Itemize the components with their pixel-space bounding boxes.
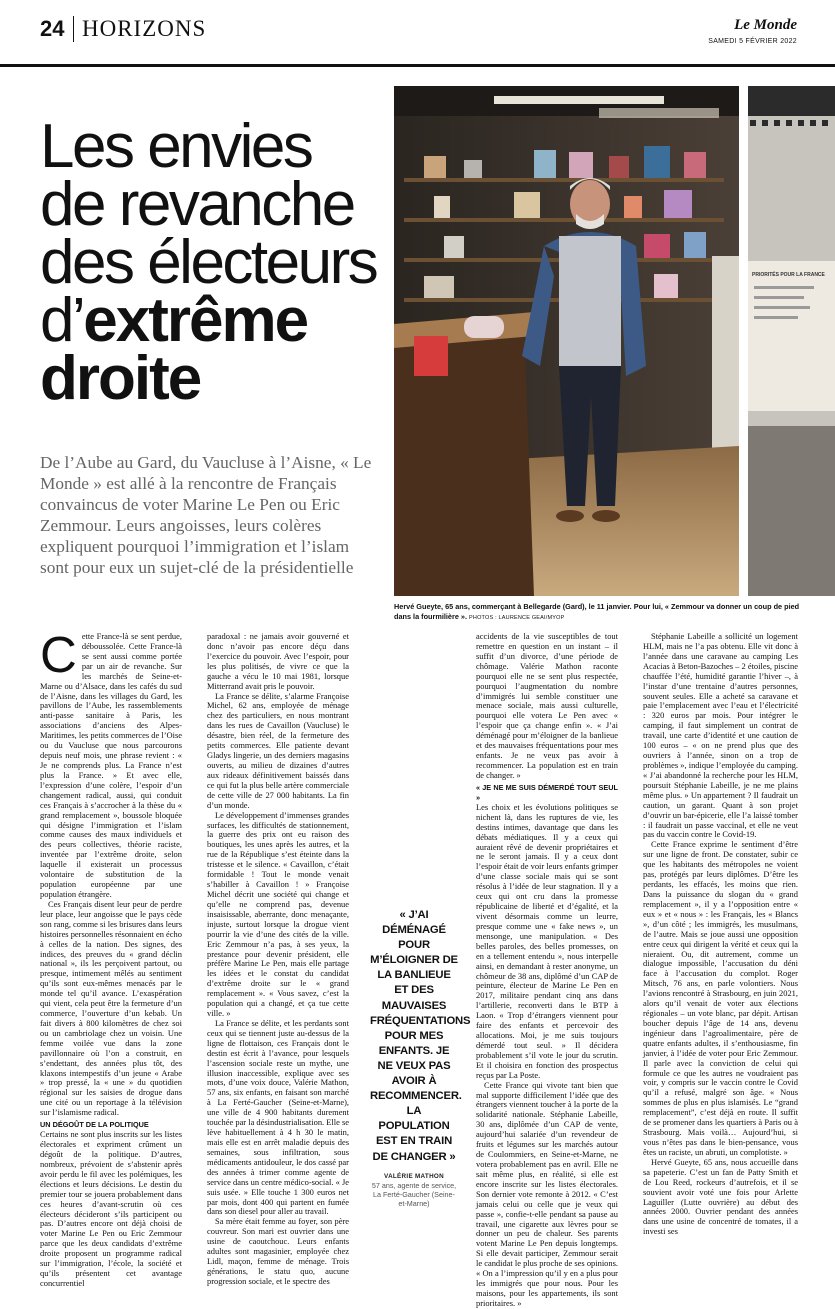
paragraph: paradoxal : ne jamais avoir gouverné et donc n’avoir pas encore déçu dans l’exercice du pouvoir. Avec l’espoir, pour les plus politisés, de vivre ce que la gauche a vécu le 10 mai 1981, lorsque Mitterrand avait pris le pouvoir. [207, 631, 349, 691]
issue-date: SAMEDI 5 FÉVRIER 2022 [708, 38, 797, 45]
paragraph: Sa mère était femme au foyer, son père couvreur. Son mari est ouvrier dans une usine de caoutchouc. Leurs enfants adultes sont magasinier, employée chez Lidl, maçon, femme de ménage. Trois générations, le statu quo, aucune progression sociale, et le spectre des [207, 1216, 349, 1286]
poster-heading: PRIORITÉS POUR LA FRANCE [752, 272, 825, 278]
pull-quote-attribution [370, 1171, 458, 1208]
paragraph: Les choix et les évolutions politiques se nichent là, dans les ruptures de vie, les destins intimes, davantage que dans les débats médiatiques. Il y a ceux qui auraient rêvé de devenir propriétaires et ne le seront jamais. Il y a ceux dont l’espoir était de voir leurs enfants grimper d’une classe sociale mais qui se sont résolus à l’idée de leur stagnation. Il y a ceux qui ont cru dans la promesse républicaine de liberté et d’égalité, et la vivent désormais comme un leurre, presque comme une « fake news », un mensonge, une manipulation. « Des belles paroles, des belles promesses, on en a tellement entendu », nous interpelle ainsi, en demandant à rester anonyme, un chômeur de 38 ans, diplômé d’un CAP de peinture, électeur de Marine Le Pen en 2017, militaire pendant cinq ans dans l’artillerie, reconverti dans le BTP à Laon. « Trop d’étrangers viennent pour faire des enfants et percevoir des allocations. Moi, je me suis toujours démerdé tout seul. » Il décidera probablement s’il vote le jour du scrutin. Et il choisira en fonction des prospectus reçus par La Poste. [476, 801, 618, 1080]
article-column-3 [476, 631, 618, 1308]
pull-quote-text: « J’AI DÉMÉNAGÉ POUR M’ÉLOIGNER DE LA BANLIEUE ET DES MAUVAISES FRÉQUENTATIONS POUR MES ENFANTS. JE NE VEUX PAS AVOIR À RECOMMENCER. LA POPULATION EST EN TRAIN DE CHANGER » [370, 909, 471, 1163]
paragraph: Stéphanie Labeille a sollicité un logement HLM, mais ne l’a pas obtenu. Elle vit donc à l’année dans une caravane au camping Les Acacias à Beton-Bazoches – 2 étoiles, piscine chauffée l’été, humidité garantie l’hiver –, à l’instar d’une trentaine d’autres personnes, souvent seules. Elle a acheté sa caravane et paie l’emplacement avec l’eau et l’électricité : 320 euros par mois. Pour intégrer le camping, il faut simplement un contrat de travail, une carte d’identité et une caution de 100 euros – « on ne prend plus que des ouvriers à l’année, sinon on a trop de problèmes », indique l’employée du camping. « J’ai abandonné la recherche pour les HLM, poursuit Stéphanie Labeille, je ne me plains même plus. » Un appartement ? Il faudrait un caution, un garant. Quant à son projet d’ouvrir un bar-épicerie, elle l’a laissé tomber : il faudrait un passe vaccinal, et elle ne veut pas du vaccin contre le Covid-19. [643, 631, 798, 840]
newspaper-logo: Le Monde [734, 17, 797, 33]
standfirst: De l’Aube au Gard, du Vaucluse à l’Aisne, « Le Monde » est allé à la rencontre de Français convaincus de voter Marine Le Pen ou Eric Zemmour. Leurs angoisses, leurs colères expliquent pourquoi l’immigration et l’islam sont pour eux un sujet-clé de la présidentielle [40, 453, 372, 577]
article-column-2 [207, 631, 349, 1286]
headline [40, 112, 385, 413]
headline-bold-1: extrême [83, 286, 308, 355]
page-number: 24 [40, 16, 65, 41]
article-column-4 [643, 631, 798, 1237]
pull-quote-name: VALÉRIE MATHON [384, 1172, 444, 1180]
headline-line-4 [40, 286, 385, 355]
paragraph: Le développement d’immenses grandes surfaces, les difficultés de stationnement, la guerre des prix ont eu raison des boutiques, les unes après les autres, et la rue de la République s’est éteinte dans la tristesse et le silence. « Cavaillon, c’était formidable ! Tout le monde venait s’habiller à Cavaillon ! » Françoise Michel décrit une société qui change et qu’elle ne comprend pas, devenue insaisissable, aberrante, donc menaçante, injuste, surtout lorsque la drogue vient pourrir la vie d’une des cités de la ville. Eric Zemmour n’a pas, à ses yeux, la prestance pour devenir président, elle préfère Marine Le Pen, mais elle partage les idées et le constat du candidat d’extrême droite sur le « grand remplacement ». « Vous savez, c’est la population qui a changé, et ça tue cette ville. » [207, 809, 349, 1019]
drop-cap: C [40, 626, 77, 683]
header-rule [0, 64, 835, 67]
headline-bold-2: droite [40, 344, 201, 413]
pull-quote [370, 908, 471, 1208]
paragraph: Certains ne sont plus inscrits sur les listes électorales et expriment crûment un dégoût de la politique. D’autres, nombreux, prévoient de s’abstenir après avoir perdu le fil avec les polémiques, les élections et leurs décisions. Le destin du premier tour se jouera probablement dans ces heures d’avant-scrutin où ces électeurs décideront s’ils participent ou pas. D’autres encore ont déjà choisi de voter Marine Le Pen ou Eric Zemmour parce que les deux candidats d’extrême droite proposent un programme radical sur l’immigration, l’école, la société et qu’ils présentent cet avantage concurrentiel [40, 1129, 182, 1288]
headline-line-3: des électeurs [40, 228, 377, 297]
section-title: HORIZONS [82, 16, 207, 41]
headline-line-1: Les envies [40, 112, 312, 181]
shopkeeper-photo [394, 86, 739, 596]
paragraph: Cette France qui vivote tant bien que mal supporte difficilement l’idée que des étrangers viennent toucher à la porte de la solidarité nationale. Stéphanie Labeille, 30 ans, diplômée d’un CAP de vente, aujourd’hui salariée d’un revendeur de fruits et légumes sur les marchés autour de Coulommiers, en Seine-et-Marne, ne votera probablement pas en avril. Elle ne sait même plus, en réalité, si elle est encore inscrite sur les listes électorales. Son dernier vote remonte à 2012. « C’est jamais celui ou celle que je veux qui passe », confie-t-elle pendant sa pause au travail, une cigarette aux lèvres pour se donner un peu de chaleur. Ses parents votent Marine Le Pen depuis longtemps. Si elle devait participer, Zemmour serait le candidat le plus proche de ses opinions. « On a l’impression qu’il y en a plus pour les immigrés que pour nous. Pour les maisons, pour les appartements, ils sont prioritaires. » [476, 1079, 618, 1308]
pull-quote-role: 57 ans, agente de service, La Ferté-Gaucher (Seine-et-Marne) [371, 1180, 457, 1208]
headline-apostrophe: d’ [40, 286, 84, 355]
paragraph-text: ette France-là se sent perdue, déboussolée. Cette France-là se sent aussi comme portée par un air de revanche. Sur les marchés de Seine-et-Marne ou d’Alsace, dans les cafés du sud de l’Aisne, dans les villages du Gard, les pavillons de l’Aube, les rassemblements anti-passe sanitaire à Paris, les associations d’anciens des Alpes-Maritimes, les petits commerces de l’Oise ou du Vaucluse que nous parcourons depuis neuf mois, une phrase revient : « Je ne comprends plus. La France n’est plus la France. » Et avec elle, l’expression d’une colère, l’espoir d’un changement radical, aussi, qui conduit ces Français à s’accrocher à la thèse du « grand remplacement », boussole bloquée qui désigne l’immigration et l’islam comme causes des maux individuels et des peurs collectives, théorie raciste, inventée par l’extrême droite, selon laquelle il existerait un processus volontaire de substitution de la population européenne par une population étrangère. [40, 631, 182, 899]
caption-text: Hervé Gueyte, 65 ans, commerçant à Bellegarde (Gard), le 11 janvier. Pour lui, « Zemmour va donner un coup de pied dans la fourmilière ». [394, 602, 800, 621]
campaign-office-photo [748, 86, 835, 596]
secondary-photo [748, 86, 835, 596]
subheading: « JE NE ME SUIS DÉMERDÉ TOUT SEUL » [476, 782, 618, 802]
lead-paragraph [40, 626, 182, 900]
subheading: UN DÉGOÛT DE LA POLITIQUE [40, 1120, 149, 1130]
main-photo [394, 86, 739, 596]
headline-line-2: de revanche [40, 170, 354, 239]
article-column-1 [40, 626, 183, 1288]
photo-credit: PHOTOS : LAURENCE GEAI/MYOP [469, 614, 565, 621]
paragraph: Hervé Gueyte, 65 ans, nous accueille dans sa papeterie. C’est un fan de Patty Smith et de Lou Reed, rockeurs d’autrefois, et il se souvient avoir voté une fois pour Arlette Laguiller (Lutte ouvrière) au début des années 2000. Ouvrier pendant des années dans une usine de concentré de tomates, il a investi ses [643, 1156, 798, 1237]
header-divider [73, 16, 74, 42]
photo-caption [394, 602, 814, 623]
paragraph: Cette France exprime le sentiment d’être sur une ligne de front. De constater, subir ce que les habitants des métropoles ne voient pas, protégés par leurs diplômes. D’être les perdants, les effacés, les moins que rien. Dans la puissance du slogan du « grand remplacement », il y a l’opposition entre « eux » et « nous » : les Français, les « Blancs », d’un côté ; les immigrés, les musulmans, de l’autre. Mais se joue aussi une opposition entre ceux qui dirigent la vérité et ceux qui la nieraient. Ou, dit autrement, comme un dialogue impossible, l’accusation du déni face à l’accusation du complot. Roger Mitsch, 76 ans, en parle volontiers. Nous l’avions rencontré à Strasbourg, en juin 2021, alors qu’il venait de voter aux élections régionales – un vote blanc, par dépit. Artisan boucher depuis l’âge de 14 ans, devenu ingénieur dans l’agroalimentaire, père de quatre enfants adultes, il s’enthousiasme, fin janvier, à l’idée de voter pour Eric Zemmour. Il parle avec la conviction de celui qui formule ce que les autres ne voudraient pas voir, y compris sur le vaccin contre le Covid qu’il a refusé, malgré son âge. « Nous sommes de plus en plus islamisés. Le “grand remplacement”, c’est déjà en route. Il suffit de se promener dans les quartiers à Paris ou à Strasbourg. Mais voilà… Aujourd’hui, si vous n’êtes pas dans le bien-pensance, vous êtes un raciste, un abruti, un complotiste. » [643, 839, 798, 1157]
paragraph: La France se délite, s’alarme Françoise Michel, 62 ans, employée de ménage chez des particuliers, en nous montrant dans les rues de Cavaillon (Vaucluse) le désastre, bien réel, de la fermeture des petits commerces. Elle patiente devant Gladys lingerie, un des derniers magasins ouverts, au milieu de dizaines d’autres aux rideaux définitivement baissés dans ce qui fut la plus belle artère commerciale de cette ville de 27 000 habitants. La fin d’un monde. [207, 690, 349, 810]
headline-line-5 [40, 344, 385, 413]
page-header [40, 14, 797, 54]
paragraph: La France se délite, et les perdants sont ceux qui se tiennent juste au-dessus de la ligne de flottaison, ces Français dont le destin est écrit à l’avance, pour lesquels l’ascension sociale reste un mythe, une illusion inaccessible, explique avec ses mots, d’une voix douce, Valérie Mathon, 57 ans, six enfants, en faisant son marché à La Ferté-Gaucher (Seine-et-Marne), une ville de 4 900 habitants durement touchée par la désindustrialisation. Elle se lève habituellement à 4 h 30 le matin, mais elle est en arrêt maladie depuis des semaines, sous infiltration, sous médicaments antidouleur, le dos cassé par des années à trimer comme agente de service dans un centre médico-social. « Je suis usée. » Elle touche 1 300 euros net par mois, dont 400 qui partent en fumée dans son diesel pour aller au travail. [207, 1017, 349, 1217]
paragraph: accidents de la vie susceptibles de tout remettre en question en un instant – il suffit d’un divorce, d’une période de chômage. Valérie Mathon raconte pourquoi elle ne se sent plus respectée, pourquoi l’augmentation du nombre d’immigrés lui semble constituer une menace sociale, mais aussi culturelle, pourquoi elle votera Le Pen avec « l’espoir que ça change enfin ». « J’ai déménagé pour m’éloigner de la banlieue et des mauvaises fréquentations pour mes enfants. Je ne veux pas avoir à recommencer. La population est en train de changer. » [476, 631, 618, 780]
paragraph: Ces Français disent leur peur de perdre leur place, leur angoisse que le pays cède son rang, comme si les brisures dans leurs histoires personnelles résonnaient en écho à celles de la nation. Des signes, des indices, des preuves du « grand déclin national », ils les perçoivent partout, ou presque, intimement mêlés au sentiment qu’ils sont eux-mêmes menacés par le monde tel qu’il avance. L’exaspération qui vient, cela peut être la fermeture d’un commerce, l’ouverture d’un kebab. Un fait divers à 800 kilomètres de chez soi ou un cambriolage chez un voisin. Une femme voilée vue dans la zone pavillonnaire où l’on a construit, en s’endettant, des années plus tôt, des klaxons intempestifs d’un jeune « Arabe » trop pressé, la « une » du quotidien régional sur les saisies de drogue dans une cité ou un reportage à la télévision sur l’islamisme radical. [40, 898, 183, 1118]
